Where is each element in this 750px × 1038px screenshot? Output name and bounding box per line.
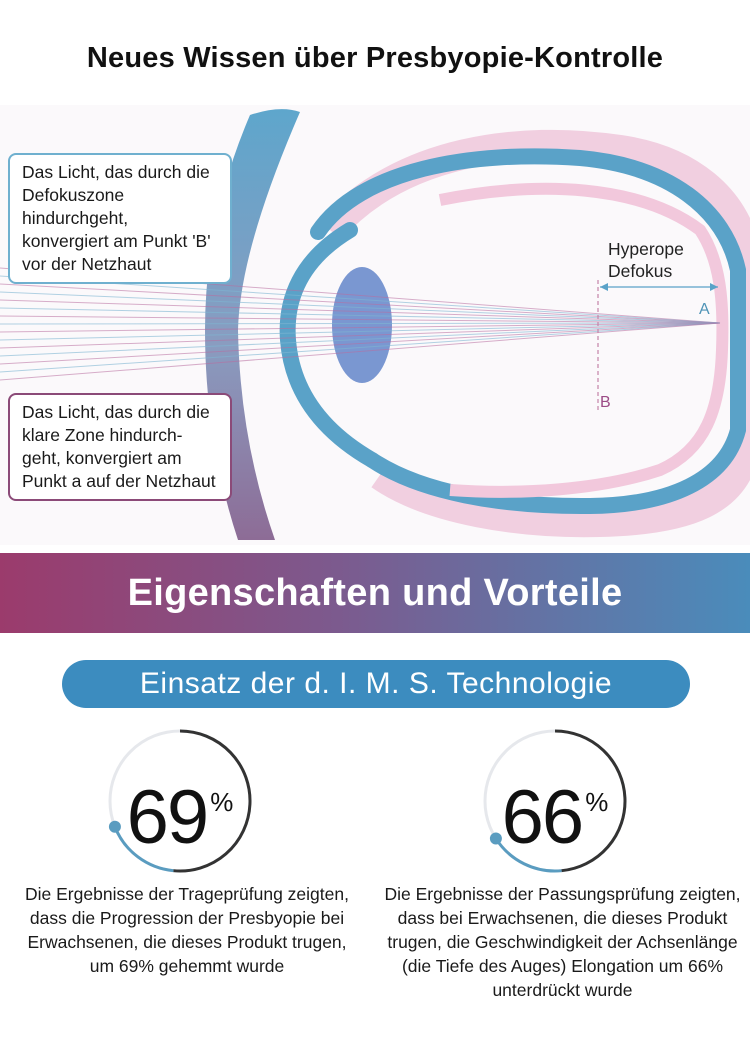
hyperope-label (608, 238, 684, 282)
pill-label: Einsatz der d. I. M. S. Technologie (139, 667, 613, 700)
stat-unit: % (210, 787, 234, 817)
callout-defocus-zone: Das Licht, das durch die Defokuszone hindurchgeht, konvergiert am Punkt 'B' vor der Netzhaut (8, 153, 232, 284)
technology-pill (62, 660, 690, 708)
stat-number (375, 774, 735, 861)
lens-icon (332, 267, 392, 383)
hyperope-line1: Hyperope (608, 239, 684, 259)
page-title: Neues Wissen über Presbyopie-Kontrolle (86, 42, 664, 74)
point-b-label: B (600, 394, 611, 411)
point-a-label: A (699, 301, 710, 318)
stat-description: Die Ergebnisse der Passungsprüfung zeigten, dass bei Erwachsenen, die dieses Produkt trugen, die Geschwindigkeit der Achsenlänge (die Tiefe des Auges) Elongation um 66% unterdrückt wurde (384, 884, 741, 1000)
hyperope-line2: Defokus (608, 261, 673, 281)
stat-unit: % (585, 787, 609, 817)
features-banner (0, 553, 750, 633)
callout-clear-zone: Das Licht, das durch die klare Zone hindurch-geht, konvergiert am Punkt a auf der Netzhaut (8, 393, 232, 501)
stat-number (0, 774, 360, 861)
stat-value: 66 (501, 775, 583, 860)
stat-value: 69 (126, 775, 208, 860)
stat-description: Die Ergebnisse der Trageprüfung zeigten, dass die Progression der Presbyopie bei Erwachsenen, die dieses Produkt trugen, um 69% gehemmt wurde (25, 884, 349, 976)
banner-title: Eigenschaften und Vorteile (127, 571, 623, 614)
